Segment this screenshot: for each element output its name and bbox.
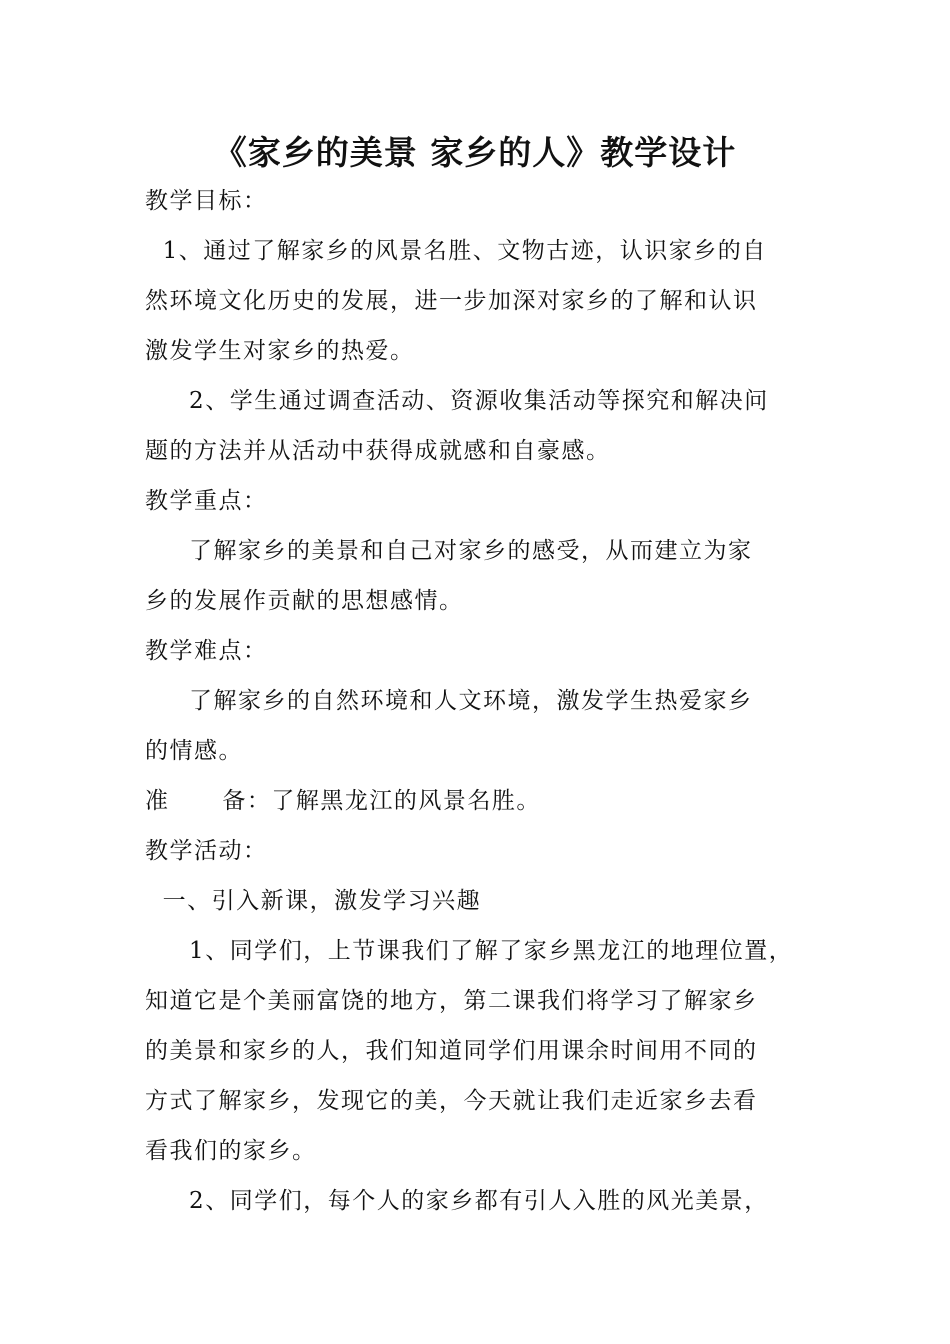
heading-difficulties: 教学难点： — [145, 638, 268, 664]
heading-teaching-goals: 教学目标： — [145, 188, 268, 214]
document-title: 《家乡的美景 家乡的人》教学设计 — [213, 133, 737, 172]
paragraph-line: 1、通过了解家乡的风景名胜、文物古迹，认识家乡的自 — [145, 238, 767, 264]
paragraph-line: 1、同学们，上节课我们了解了家乡黑龙江的地理位置， — [145, 938, 794, 964]
paragraph-line: 的美景和家乡的人，我们知道同学们用课余时间用不同的 — [145, 1038, 758, 1064]
paragraph-line: 了解家乡的自然环境和人文环境，激发学生热爱家乡 — [145, 688, 753, 714]
heading-key-points: 教学重点： — [145, 488, 268, 514]
heading-activities: 教学活动： — [145, 838, 268, 864]
section-heading: 一、引入新课，激发学习兴趣 — [145, 888, 482, 914]
paragraph-line: 2、同学们，每个人的家乡都有引人入胜的风光美景， — [145, 1188, 769, 1214]
paragraph-line: 激发学生对家乡的热爱。 — [145, 338, 415, 364]
paragraph-line: 了解家乡的美景和自己对家乡的感受，从而建立为家 — [145, 538, 753, 564]
paragraph-line: 方式了解家乡，发现它的美，今天就让我们走近家乡去看 — [145, 1088, 758, 1114]
paragraph-line: 2、学生通过调查活动、资源收集活动等探究和解决问 — [145, 388, 769, 414]
paragraph-line: 看我们的家乡。 — [145, 1138, 317, 1164]
paragraph-line: 知道它是个美丽富饶的地方，第二课我们将学习了解家乡 — [145, 988, 758, 1014]
paragraph-line: 题的方法并从活动中获得成就感和自豪感。 — [145, 438, 611, 464]
paragraph-line: 的情感。 — [145, 738, 243, 764]
preparation-line: 准 备：了解黑龙江的风景名胜。 — [145, 788, 541, 814]
paragraph-line: 然环境文化历史的发展，进一步加深对家乡的了解和认识 — [145, 288, 758, 314]
paragraph-line: 乡的发展作贡献的思想感情。 — [145, 588, 464, 614]
